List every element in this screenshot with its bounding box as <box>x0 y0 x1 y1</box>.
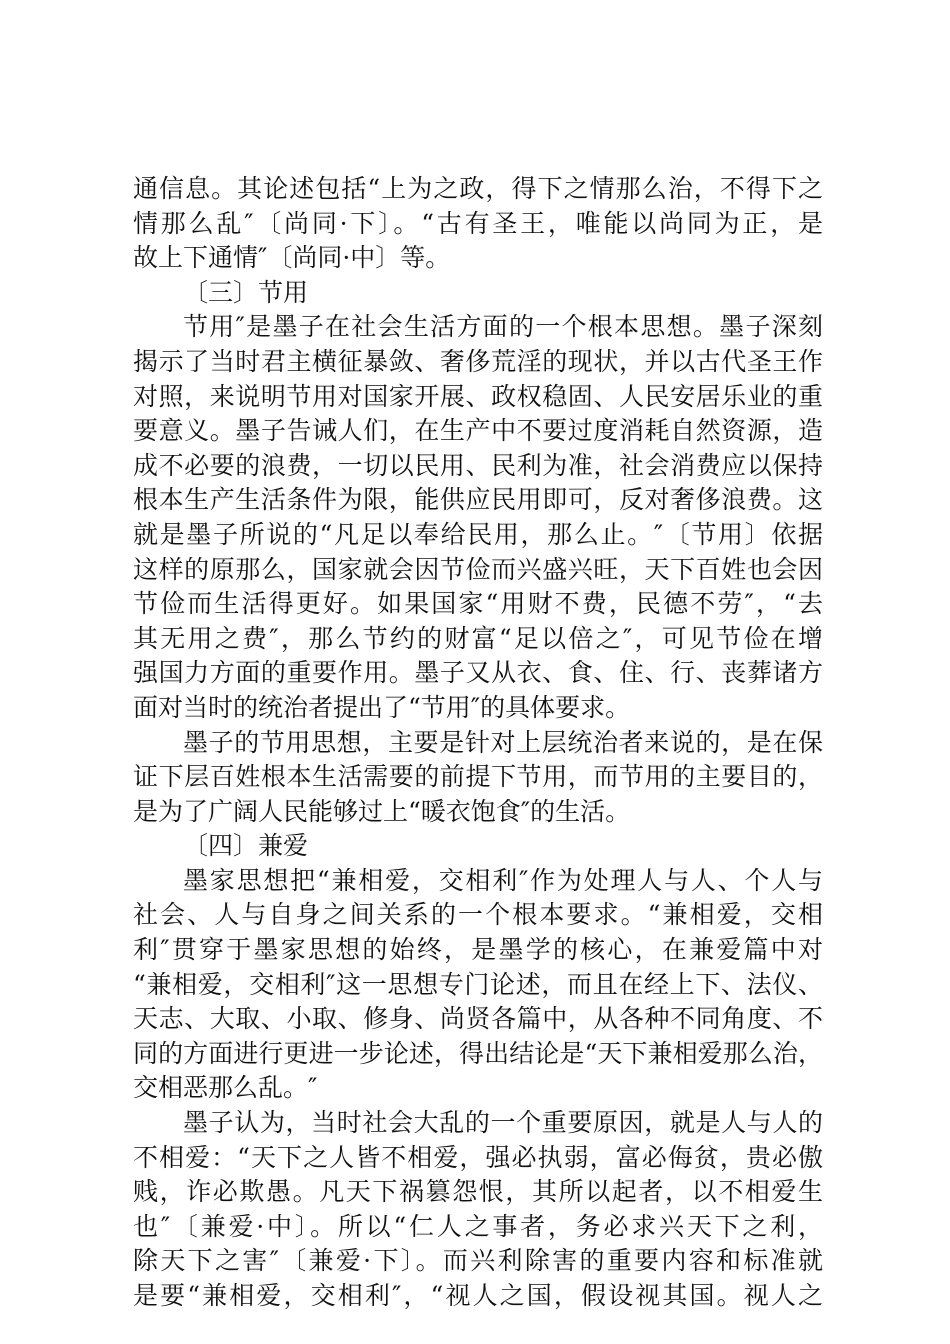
text-line: 强国力方面的重要作用。墨子又从衣、食、住、行、丧葬诸方 <box>133 658 823 688</box>
text-line: 墨家思想把“兼相爱，交相利″作为处理人与人、个人与 <box>183 865 823 895</box>
text-line: 情那么乱″〔尚同·下〕。“古有圣王，唯能以尚同为正，是 <box>133 208 823 238</box>
text-line: 面对当时的统治者提出了“节用″的具体要求。 <box>133 692 631 722</box>
text-line: 社会、人与自身之间关系的一个根本要求。“兼相爱，交相 <box>133 900 823 930</box>
text-line: 证下层百姓根本生活需要的前提下节用，而节用的主要目的， <box>133 762 823 792</box>
text-line: 〔三〕节用 <box>183 277 309 307</box>
text-line: 故上下通情″〔尚同·中〕等。 <box>133 243 451 273</box>
text-line: 根本生产生活条件为限，能供应民用即可，反对奢侈浪费。这 <box>133 485 823 515</box>
text-line: 成不必要的浪费，一切以民用、民利为准，社会消费应以保持 <box>133 450 823 480</box>
text-line: 〔四〕兼爱 <box>183 831 309 861</box>
text-line: 对照，来说明节用对国家开展、政权稳固、人民安居乐业的重 <box>133 381 823 411</box>
text-line: “兼相爱，交相利″这一思想专门论述，而且在经上下、法仪、 <box>133 969 823 999</box>
text-line: 也″〔兼爱·中〕。所以“仁人之事者，务必求兴天下之利， <box>133 1211 823 1241</box>
text-line: 节俭而生活得更好。如果国家“用财不费，民德不劳″，“去 <box>133 589 823 619</box>
text-line: 墨子认为，当时社会大乱的一个重要原因，就是人与人的 <box>183 1108 823 1138</box>
text-line: 揭示了当时君主横征暴敛、奢侈荒淫的现状，并以古代圣王作 <box>133 346 823 376</box>
text-line: 是要“兼相爱，交相利″，“视人之国，假设视其国。视人之 <box>133 1281 823 1310</box>
text-line: 通信息。其论述包括“上为之政，得下之情那么治，不得下之 <box>133 174 823 203</box>
text-line: 墨子的节用思想，主要是针对上层统治者来说的，是在保 <box>183 727 823 757</box>
text-line: 不相爱：“天下之人皆不相爱，强必执弱，富必侮贫，贵必傲 <box>133 1142 823 1172</box>
document-body <box>133 172 823 1314</box>
text-line: 这样的原那么，国家就会因节俭而兴盛兴旺，天下百姓也会因 <box>133 554 823 584</box>
text-line: 利″贯穿于墨家思想的始终，是墨学的核心，在兼爱篇中对 <box>133 935 823 965</box>
text-line: 要意义。墨子告诫人们，在生产中不要过度消耗自然资源，造 <box>133 416 823 446</box>
text-line: 天志、大取、小取、修身、尚贤各篇中，从各种不同角度、不 <box>133 1004 823 1034</box>
text-line: 其无用之费″，那么节约的财富“足以倍之″，可见节俭在增 <box>133 623 823 653</box>
text-line: 贱，诈必欺愚。凡天下祸篡怨恨，其所以起者，以不相爱生 <box>133 1177 823 1207</box>
text-line: 除天下之害″〔兼爱·下〕。而兴利除害的重要内容和标准就 <box>133 1246 823 1276</box>
text-line: 是为了广阔人民能够过上“暖衣饱食″的生活。 <box>133 796 631 826</box>
text-line: 交相恶那么乱。″ <box>133 1073 318 1103</box>
text-line: 就是墨子所说的“凡足以奉给民用，那么止。″〔节用〕依据 <box>133 519 823 549</box>
text-line: 同的方面进行更进一步论述，得出结论是“天下兼相爱那么治， <box>133 1038 823 1068</box>
text-line: 节用″是墨子在社会生活方面的一个根本思想。墨子深刻 <box>183 312 823 342</box>
